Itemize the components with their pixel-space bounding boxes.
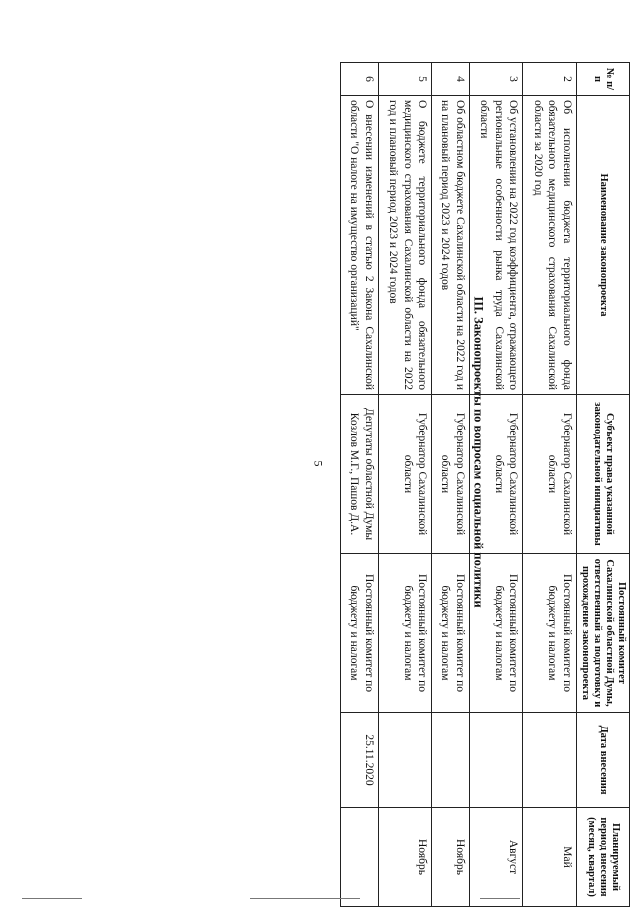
row-initiative-subject: Губернатор Сахалинской области [378, 395, 432, 554]
header-committee: Постоянный комитет Сахалинской областной Думы, ответственный за подготовку и прохождение законопроекта [576, 554, 629, 713]
header-submission-date: Дата внесения [576, 713, 629, 808]
table-header-row [576, 63, 629, 907]
row-planned-period: Май [523, 808, 577, 907]
row-number: 2 [523, 63, 577, 96]
row-number: 5 [378, 63, 432, 96]
row-initiative-subject: Губернатор Сахалинской области [523, 395, 577, 554]
row-initiative-subject: Депутаты областной Думы Козлов М.Г., Пашов Д.А. [341, 395, 379, 554]
row-initiative-subject: Губернатор Сахалинской области [432, 395, 470, 554]
row-number: 6 [341, 63, 379, 96]
row-committee: Постоянный комитет по бюджету и налогам [469, 554, 523, 713]
row-planned-period [341, 808, 379, 907]
row-submission-date [432, 713, 470, 808]
row-committee: Постоянный комитет по бюджету и налогам [523, 554, 577, 713]
row-bill-name: Об исполнении бюджета территориального фонда обязательного медицинского страхования Сахалинской области за 2020 год [523, 96, 577, 395]
row-bill-name: О бюджете территориального фонда обязательного медицинского страхования Сахалинской области на 2022 год и плановый период 2023 и 2024 годов [378, 96, 432, 395]
header-number: № п/п [576, 63, 629, 96]
header-bill-name: Наименование законопроекта [576, 96, 629, 395]
row-submission-date [523, 713, 577, 808]
row-committee: Постоянный комитет по бюджету и налогам [432, 554, 470, 713]
row-planned-period: Ноябрь [432, 808, 470, 907]
table-row [432, 63, 470, 907]
row-submission-date [378, 713, 432, 808]
table-row [378, 63, 432, 907]
scan-artifact-line [250, 898, 360, 899]
scan-artifact-line [480, 898, 520, 899]
row-committee: Постоянный комитет по бюджету и налогам [378, 554, 432, 713]
row-bill-name: Об областном бюджете Сахалинской области на 2022 год и на плановый период 2023 и 2024 годов [432, 96, 470, 395]
row-submission-date: 25.11.2020 [341, 713, 379, 808]
row-committee: Постоянный комитет по бюджету и налогам [341, 554, 379, 713]
header-planned-period: Планируемый период внесения (месяц, квартал) [576, 808, 629, 907]
header-initiative-subject: Субъект права указанной законодательной инициативы [576, 395, 629, 554]
scan-artifact-line [22, 898, 82, 899]
row-planned-period: Ноябрь [378, 808, 432, 907]
row-planned-period: Август [469, 808, 523, 907]
row-submission-date [469, 713, 523, 808]
row-number: 3 [469, 63, 523, 96]
table-row [523, 63, 577, 907]
row-number: 4 [432, 63, 470, 96]
table-row [341, 63, 379, 907]
row-bill-name: Об установлении на 2022 год коэффициента, отражающего региональные особенности рынка труда Сахалинской области [469, 96, 523, 395]
row-bill-name: О внесении изменений в статью 2 Закона Сахалинской области "О налоге на имущество организаций" [341, 96, 379, 395]
section-title: III. Законопроекты по вопросам социальной политики [471, 296, 486, 608]
row-initiative-subject: Губернатор Сахалинской области [469, 395, 523, 554]
page-number: 5 [311, 460, 325, 467]
